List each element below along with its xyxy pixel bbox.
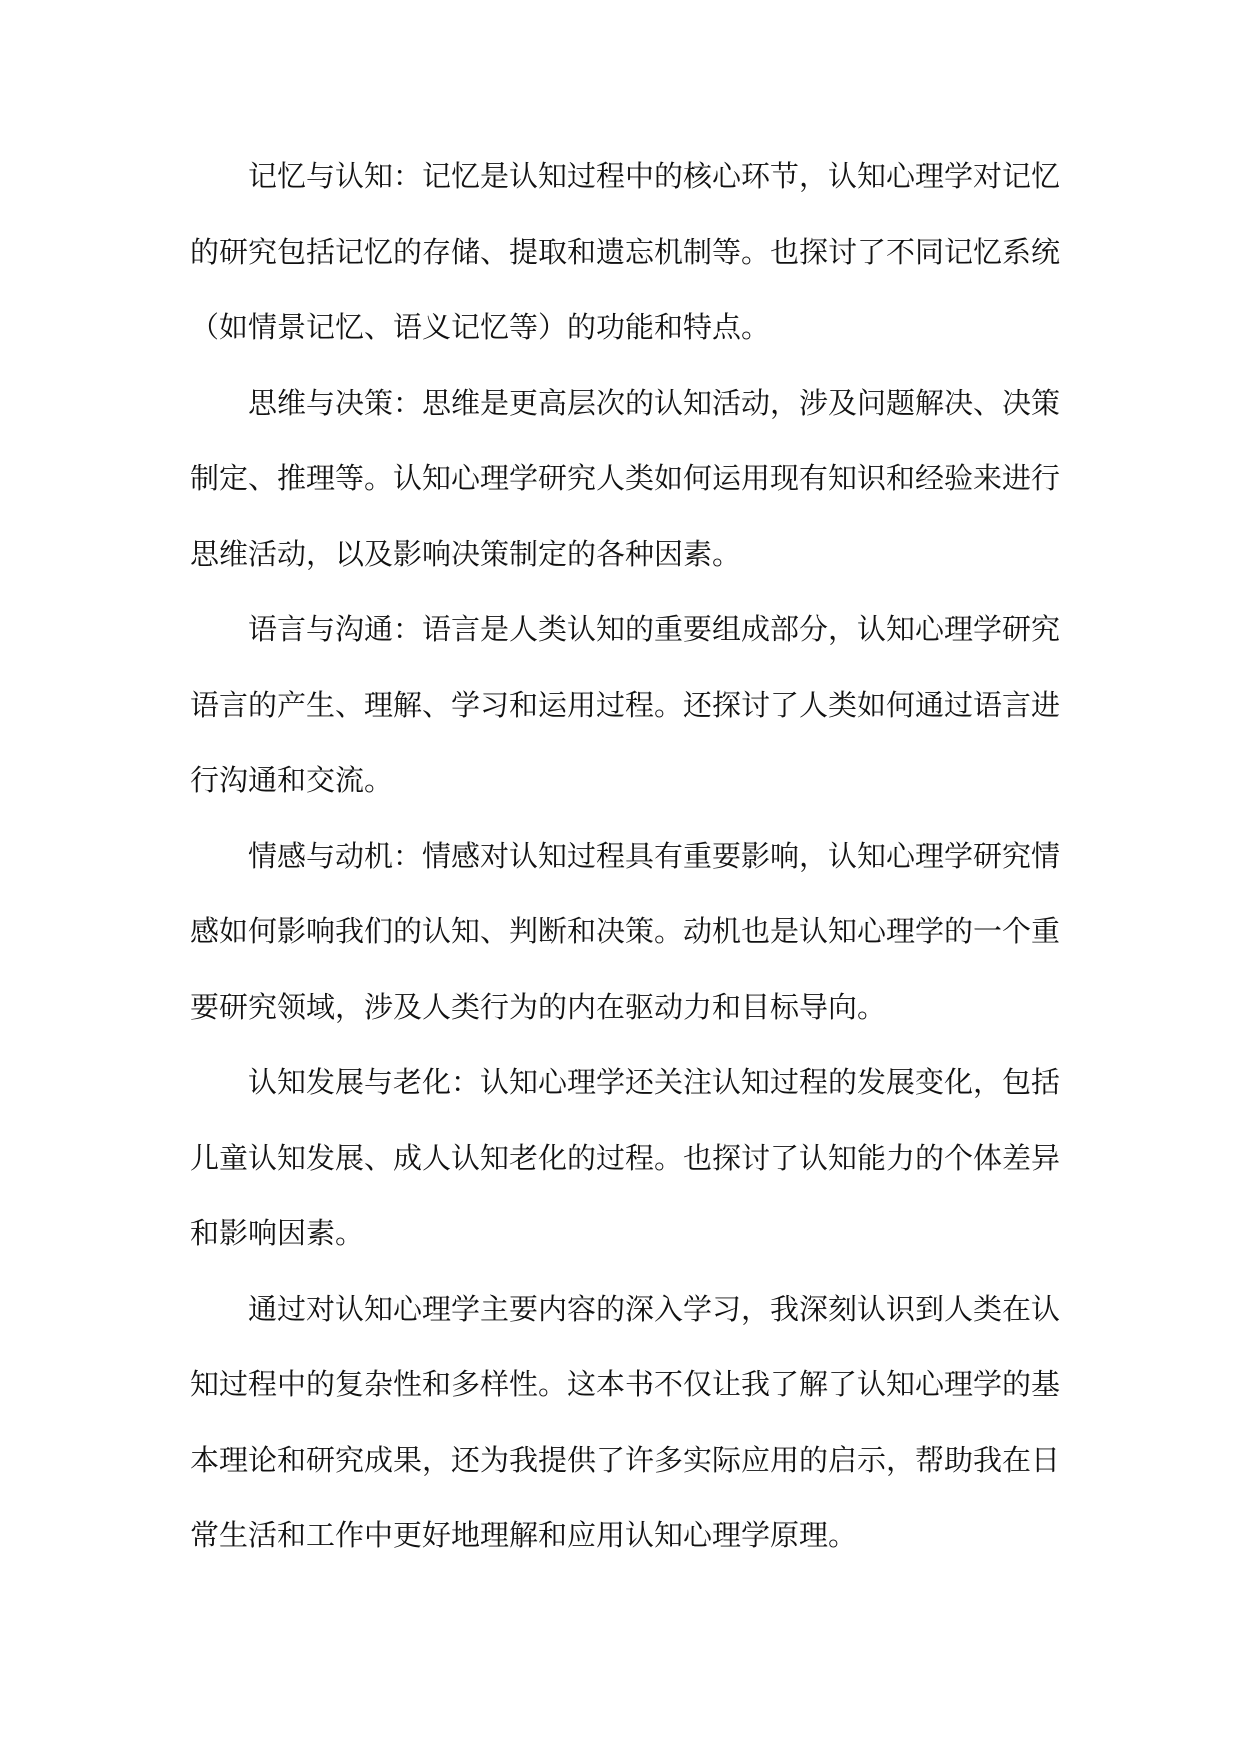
paragraph-development-aging: 认知发展与老化：认知心理学还关注认知过程的发展变化，包括儿童认知发展、成人认知老化的过程。也探讨了认知能力的个体差异和影响因素。 — [190, 1065, 1061, 1250]
paragraph-emotion-motivation: 情感与动机：情感对认知过程具有重要影响，认知心理学研究情感如何影响我们的认知、判断和决策。动机也是认知心理学的一个重要研究领域，涉及人类行为的内在驱动力和目标导向。 — [190, 838, 1061, 1024]
paragraph-thinking-decision: 思维与决策：思维是更高层次的认知活动，涉及问题解决、决策制定、推理等。认知心理学研究人类如何运用现有知识和经验来进行思维活动，以及影响决策制定的各种因素。 — [190, 385, 1061, 571]
document-body — [190, 139, 1060, 1574]
paragraph-language-communication: 语言与沟通：语言是人类认知的重要组成部分，认知心理学研究语言的产生、理解、学习和运用过程。还探讨了人类如何通过语言进行沟通和交流。 — [190, 612, 1061, 797]
paragraph-conclusion: 通过对认知心理学主要内容的深入学习，我深刻认识到人类在认知过程中的复杂性和多样性。这本书不仅让我了解了认知心理学的基本理论和研究成果，还为我提供了许多实际应用的启示，帮助我在日常生活和工作中更好地理解和应用认知心理学原理。 — [190, 1291, 1061, 1552]
paragraph-memory-cognition: 记忆与认知：记忆是认知过程中的核心环节，认知心理学对记忆的研究包括记忆的存储、提取和遗忘机制等。也探讨了不同记忆系统（如情景记忆、语义记忆等）的功能和特点。 — [190, 159, 1061, 344]
